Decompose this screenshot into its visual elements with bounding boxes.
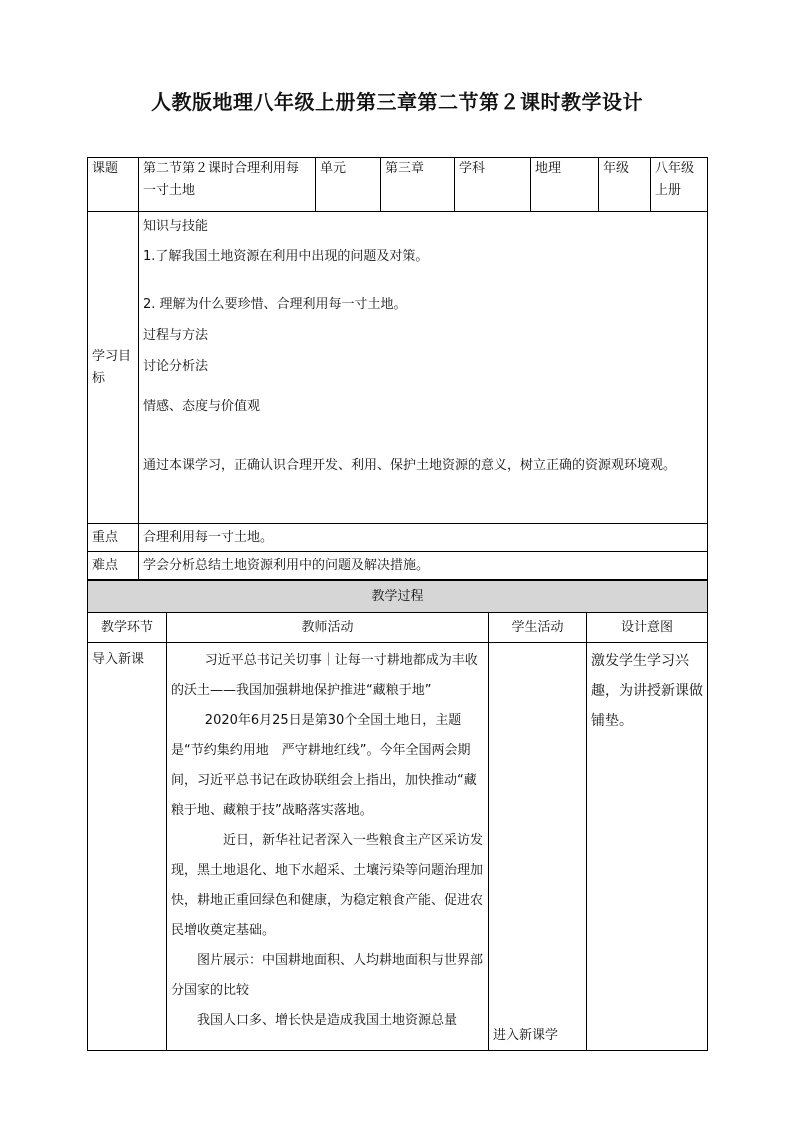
objectives-label: 学习目标	[88, 212, 139, 524]
unit-value: 第三章	[381, 158, 455, 212]
objective-line: 通过本课学习，正确认识合理开发、利用、保护土地资源的意义，树立正确的资源观环境观。	[143, 458, 677, 473]
design-intent: 激发学生学习兴趣，为讲授新课做铺垫。	[587, 643, 708, 1051]
teacher-paragraph: 2020年6月25日是第30个全国土地日，主题是“节约集约用地 严守耕地红线”。今年全国两会期间，习近平总书记在政协联组会上指出，加快推动“藏粮于地、藏粮于技”战略落实落地。	[171, 713, 477, 818]
subject-label: 学科	[455, 158, 531, 212]
teaching-process-table	[87, 580, 708, 1051]
column-header: 教师活动	[167, 613, 489, 643]
teacher-activity	[167, 643, 489, 1051]
page-title: 人教版地理八年级上册第三章第二节第２课时教学设计	[151, 90, 643, 114]
teacher-paragraph: 习近平总书记关切事｜让每一寸耕地都成为丰收的沃土——我国加强耕地保护推进“藏粮于地”	[171, 653, 478, 698]
column-header: 设计意图	[587, 613, 708, 643]
column-header: 教学环节	[88, 613, 167, 643]
objective-line: 1.了解我国土地资源在利用中出现的问题及对策。	[143, 249, 429, 264]
column-header: 学生活动	[489, 613, 587, 643]
grade-value: 八年级上册	[651, 158, 708, 212]
key-point-label: 重点	[88, 524, 139, 552]
objective-line: 过程与方法	[143, 328, 209, 343]
objective-line: 2. 理解为什么要珍惜、合理利用每一寸土地。	[143, 297, 407, 312]
objective-line: 情感、态度与价值观	[143, 399, 261, 414]
teacher-paragraph: 图片展示：中国耕地面积、人均耕地面积与世界部分国家的比较	[171, 953, 484, 998]
difficulty-value: 学会分析总结土地资源利用中的问题及解决措施。	[139, 552, 708, 580]
course-label: 课题	[88, 158, 139, 212]
teacher-paragraph: 我国人口多、增长快是造成我国土地资源总量	[197, 1013, 458, 1028]
stage-cell: 导入新课	[88, 643, 167, 1051]
process-title: 教学过程	[88, 581, 708, 613]
grade-label: 年级	[599, 158, 651, 212]
subject-value: 地理	[531, 158, 599, 212]
difficulty-label: 难点	[88, 552, 139, 580]
unit-label: 单元	[316, 158, 381, 212]
objectives-content	[139, 212, 708, 524]
course-value: 第二节第２课时合理利用每一寸土地	[139, 158, 316, 212]
objective-line: 知识与技能	[143, 219, 209, 234]
key-point-value: 合理利用每一寸土地。	[139, 524, 708, 552]
teacher-paragraph: 近日，新华社记者深入一些粮食主产区采访发现，黑土地退化、地下水超采、土壤污染等问题治理加快，耕地正重回绿色和健康，为稳定粮食产能、促进农民增收奠定基础。	[171, 833, 484, 938]
student-activity: 进入新课学	[489, 643, 587, 1051]
lesson-info-table	[87, 157, 708, 580]
objective-line: 讨论分析法	[143, 359, 209, 374]
